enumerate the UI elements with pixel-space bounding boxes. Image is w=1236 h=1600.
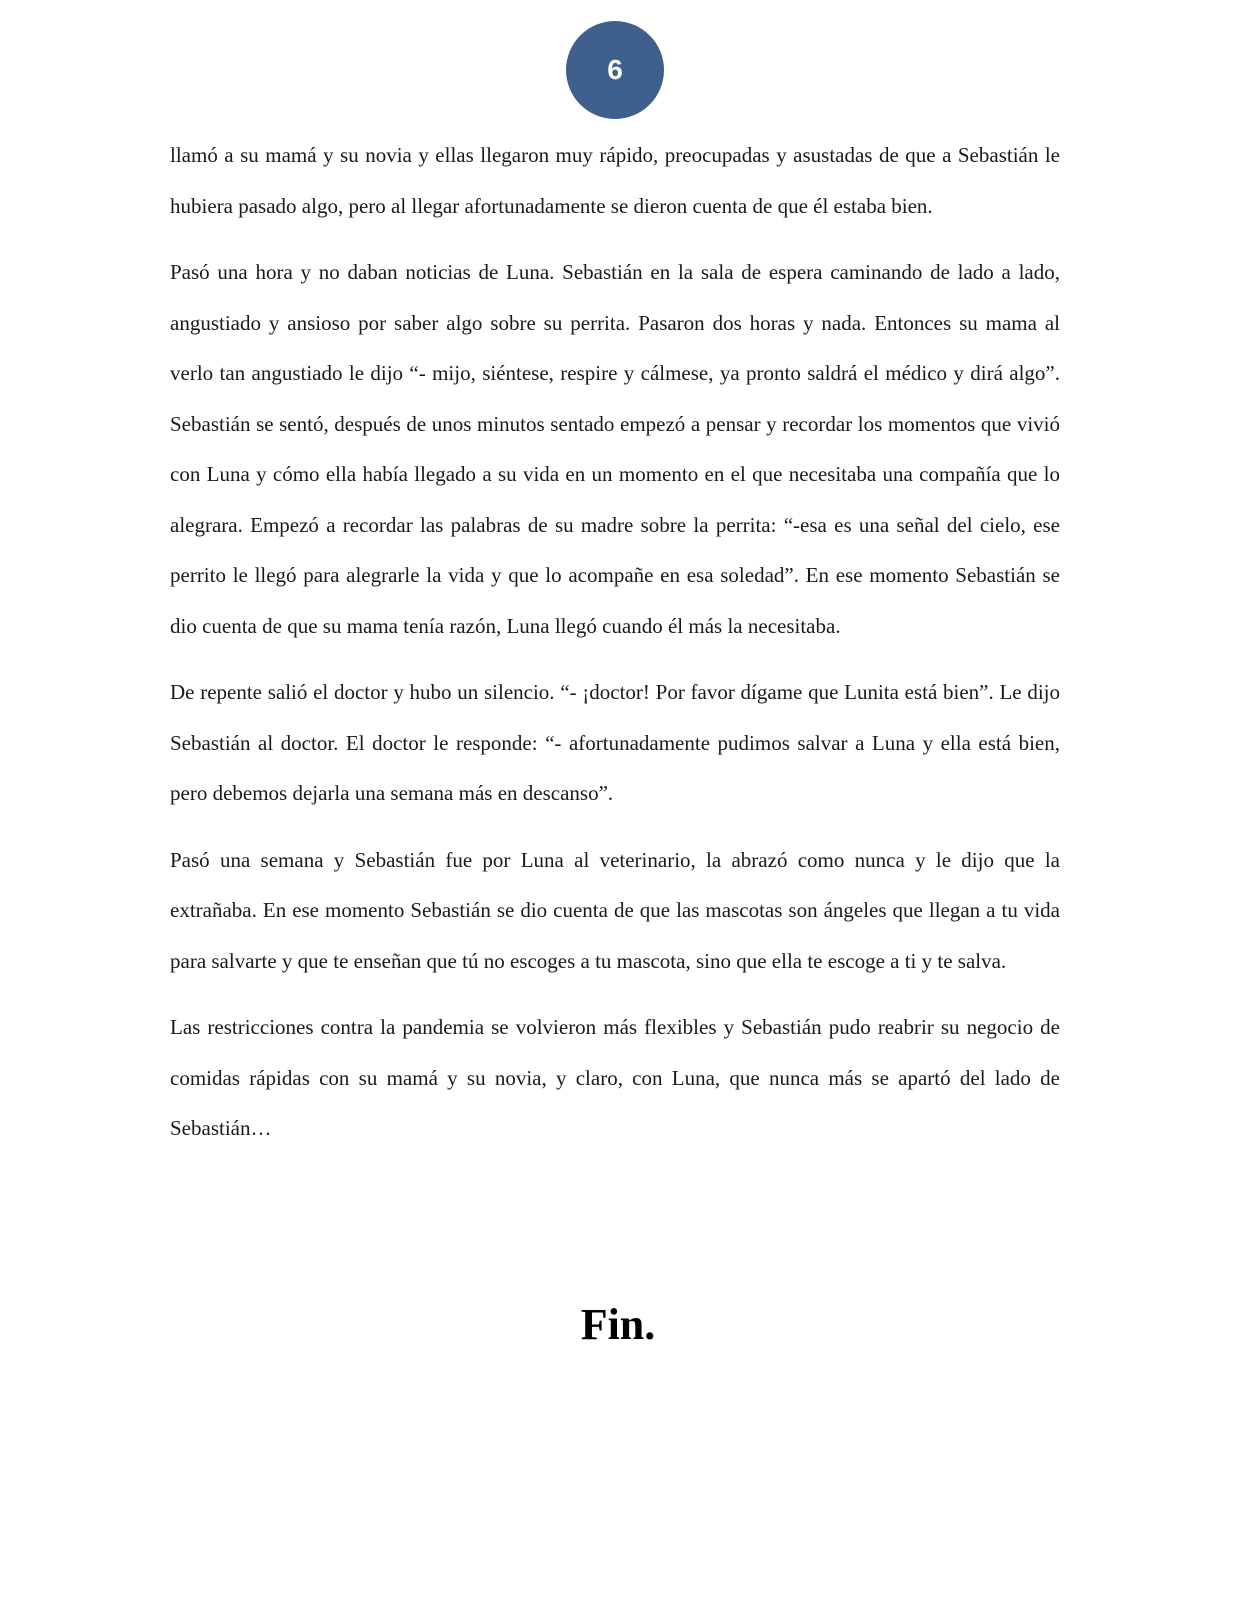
page-number: 6 [607, 54, 623, 85]
paragraph: Pasó una semana y Sebastián fue por Luna al veterinario, la abrazó como nunca y le dijo que la extrañaba. En ese momento Sebastián se dio cuenta de que las mascotas son ángeles que llegan a tu vida para salvarte y que te enseñan que tú no escoges a tu mascota, sino que ella te escoge a ti y te salva. [170, 847, 1060, 973]
paragraph: De repente salió el doctor y hubo un silencio. “- ¡doctor! Por favor dígame que Lunita está bien”. Le dijo Sebastián al doctor. El doctor le responde: “- afortunadamente pudimos salvar a Luna y ella está bien, pero debemos dejarla una semana más en descanso”. [170, 680, 1060, 805]
paragraph: Pasó una hora y no daban noticias de Luna. Sebastián en la sala de espera caminando de lado a lado, angustiado y ansioso por saber algo sobre su perrita. Pasaron dos horas y nada. Entonces su mama al verlo tan angustiado le dijo “- mijo, siéntese, respire y cálmese, ya pronto saldrá el médico y dirá algo”. Sebastián se sentó, después de unos minutos sentado empezó a pensar y recordar los momentos que vivió con Luna y cómo ella había llegado a su vida en un momento en el que necesitaba una compañía que lo alegrara. Empezó a recordar las palabras de su madre sobre la perrita: “-esa es una señal del cielo, ese perrito le llegó para alegrarle la vida y que lo acompañe en esa soledad”. En ese momento Sebastián se dio cuenta de que su mama tenía razón, Luna llegó cuando él más la necesitaba. [170, 260, 1060, 638]
story-body [170, 130, 1060, 1170]
paragraph: llamó a su mamá y su novia y ellas llegaron muy rápido, preocupadas y asustadas de que a Sebastián le hubiera pasado algo, pero al llegar afortunadamente se dieron cuenta de que él estaba bien. [170, 143, 1060, 218]
page-number-badge [566, 21, 664, 119]
closing-title: Fin. [580, 1300, 656, 1349]
paragraph: Las restricciones contra la pandemia se volvieron más flexibles y Sebastián pudo reabrir su negocio de comidas rápidas con su mamá y su novia, y claro, con Luna, que nunca más se apartó del lado de Sebastián… [170, 1015, 1060, 1140]
